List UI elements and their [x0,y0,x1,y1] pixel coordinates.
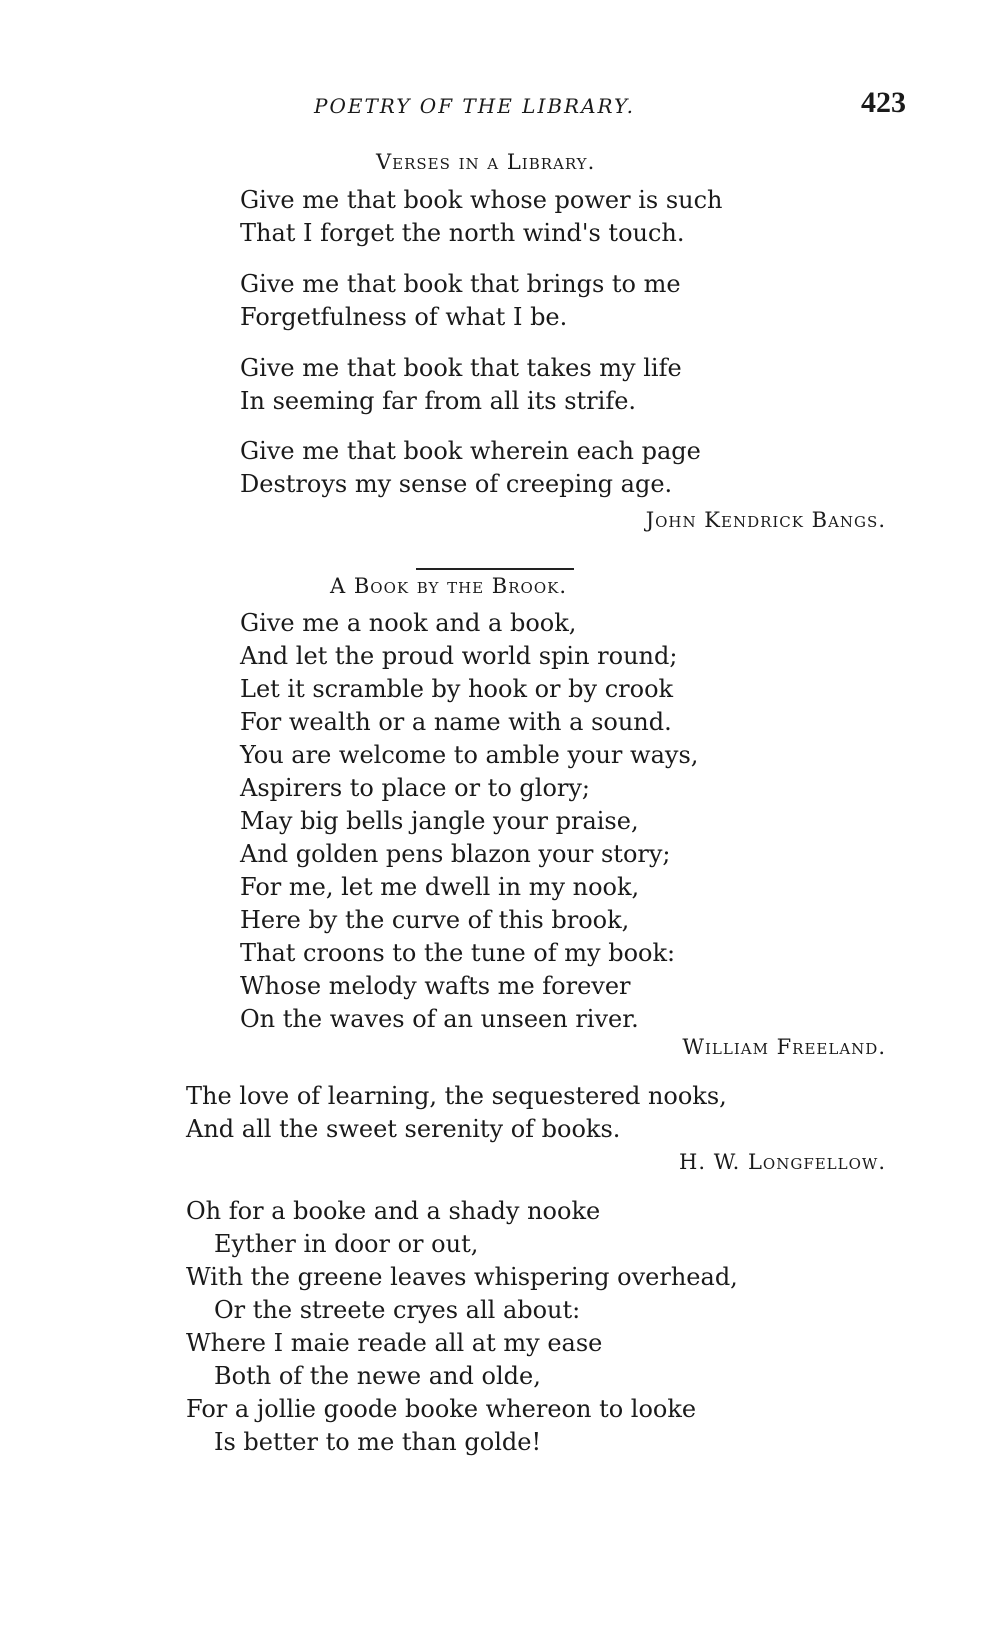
quote-longfellow [186,1080,727,1146]
poem-line: Give me a nook and a book, [240,609,577,637]
poem-line: Give me that book that brings to me [240,270,681,298]
poem1-stanza-2 [240,268,681,334]
quote-line: Is better to me than golde! [214,1428,542,1456]
poem1-stanza-1 [240,184,723,250]
running-head [186,86,906,126]
poem-line: Destroys my sense of creeping age. [240,470,673,498]
author-freeland: William Freeland. [682,1035,886,1059]
poem2-body [240,607,698,1036]
poem-title-verses-in-a-library: Verses in a Library. [376,150,596,174]
poem1-stanza-4 [240,435,701,501]
poem-line: For wealth or a name with a sound. [240,708,672,736]
quote-line: Where I maie reade all at my ease [186,1329,603,1357]
poem-line: Aspirers to place or to glory; [240,774,591,802]
poem-line: Give me that book wherein each page [240,437,701,465]
poem1-stanza-3 [240,352,682,418]
poem-line: That croons to the tune of my book: [240,939,676,967]
quote-line: With the greene leaves whispering overhead, [186,1263,738,1291]
poem-line: May big bells jangle your praise, [240,807,639,835]
poem-line: And let the proud world spin round; [240,642,678,670]
poem-line: Here by the curve of this brook, [240,906,630,934]
poem-line: On the waves of an unseen river. [240,1005,639,1033]
quote-line: For a jollie goode booke whereon to looke [186,1395,697,1423]
quote-line: Oh for a booke and a shady nooke [186,1197,601,1225]
poem-line: That I forget the north wind's touch. [240,219,685,247]
quote-line: Or the streete cryes all about: [214,1296,581,1324]
quote-booke [186,1195,738,1459]
poem-line: Forgetfulness of what I be. [240,303,568,331]
author-bangs: John Kendrick Bangs. [645,508,886,532]
poem-line: Whose melody wafts me forever [240,972,631,1000]
poem-line: And golden pens blazon your story; [240,840,671,868]
poem-line: You are welcome to amble your ways, [240,741,699,769]
poem-line: Give me that book that takes my life [240,354,682,382]
author-longfellow: H. W. Longfellow. [679,1150,886,1174]
poem-line: In seeming far from all its strife. [240,387,637,415]
poem-line: Give me that book whose power is such [240,186,723,214]
quote-line: Both of the newe and olde, [214,1362,541,1390]
quote-line: And all the sweet serenity of books. [186,1115,621,1143]
quote-line: The love of learning, the sequestered nooks, [186,1082,727,1110]
running-title: POETRY OF THE LIBRARY. [314,94,635,118]
section-divider [416,568,574,570]
page-number: 423 [861,86,906,119]
poem-line: Let it scramble by hook or by crook [240,675,674,703]
quote-line: Eyther in door or out, [214,1230,479,1258]
poem-title-a-book-by-the-brook: A Book by the Brook. [330,574,567,598]
poem-line: For me, let me dwell in my nook, [240,873,640,901]
